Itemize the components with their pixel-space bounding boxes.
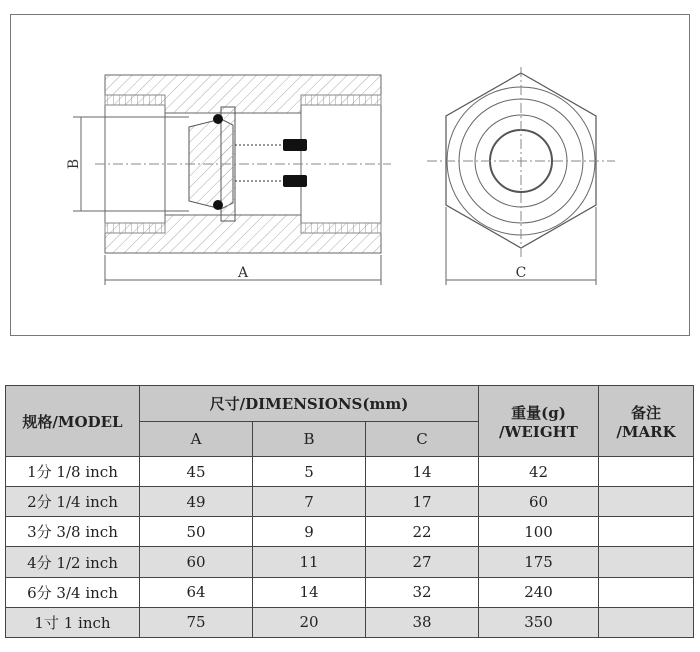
dimension-b-label: B: [66, 158, 82, 170]
cell-mark: [599, 487, 694, 517]
header-col-b: B: [253, 422, 366, 457]
header-mark-line2: /MARK: [616, 422, 676, 441]
table-row: [6, 547, 694, 577]
cell-a: 75: [140, 607, 253, 637]
cell-b: 20: [253, 607, 366, 637]
cell-weight: 240: [479, 577, 599, 607]
header-model: 规格/MODEL: [6, 386, 140, 457]
technical-drawing-frame: [10, 14, 690, 336]
header-weight-line1: 重量(g): [511, 403, 566, 422]
cell-a: 60: [140, 547, 253, 577]
header-weight-line2: /WEIGHT: [499, 422, 578, 441]
table-row: [6, 577, 694, 607]
header-dimensions: 尺寸/DIMENSIONS(mm): [140, 386, 479, 422]
cell-model: 3分 3/8 inch: [6, 517, 140, 547]
cell-model: 4分 1/2 inch: [6, 547, 140, 577]
cell-b: 5: [253, 457, 366, 487]
header-weight: [479, 386, 599, 457]
end-view: [427, 67, 615, 285]
cell-c: 32: [366, 577, 479, 607]
cell-b: 11: [253, 547, 366, 577]
table-row: [6, 457, 694, 487]
dimension-a-label: A: [237, 265, 249, 281]
cell-model: 6分 3/4 inch: [6, 577, 140, 607]
cell-c: 22: [366, 517, 479, 547]
cell-weight: 42: [479, 457, 599, 487]
cross-section-drawing: [11, 15, 691, 337]
table-row: [6, 517, 694, 547]
table-row: [6, 487, 694, 517]
cell-mark: [599, 517, 694, 547]
cell-a: 49: [140, 487, 253, 517]
cell-weight: 100: [479, 517, 599, 547]
cell-mark: [599, 607, 694, 637]
cell-a: 50: [140, 517, 253, 547]
cell-a: 64: [140, 577, 253, 607]
cell-b: 7: [253, 487, 366, 517]
header-col-a: A: [140, 422, 253, 457]
side-view: [66, 75, 391, 285]
cell-weight: 350: [479, 607, 599, 637]
header-col-c: C: [366, 422, 479, 457]
dimension-c-label: C: [515, 265, 527, 281]
cell-weight: 175: [479, 547, 599, 577]
cell-model: 2分 1/4 inch: [6, 487, 140, 517]
cell-c: 14: [366, 457, 479, 487]
cell-c: 17: [366, 487, 479, 517]
table-row: [6, 607, 694, 637]
cell-mark: [599, 577, 694, 607]
cell-c: 38: [366, 607, 479, 637]
cell-b: 14: [253, 577, 366, 607]
cell-weight: 60: [479, 487, 599, 517]
cell-b: 9: [253, 517, 366, 547]
cell-mark: [599, 547, 694, 577]
header-mark-line1: 备注: [631, 403, 662, 422]
cell-c: 27: [366, 547, 479, 577]
cell-mark: [599, 457, 694, 487]
header-mark: [599, 386, 694, 457]
cell-model: 1寸 1 inch: [6, 607, 140, 637]
cell-model: 1分 1/8 inch: [6, 457, 140, 487]
cell-a: 45: [140, 457, 253, 487]
specification-table: [5, 385, 694, 638]
